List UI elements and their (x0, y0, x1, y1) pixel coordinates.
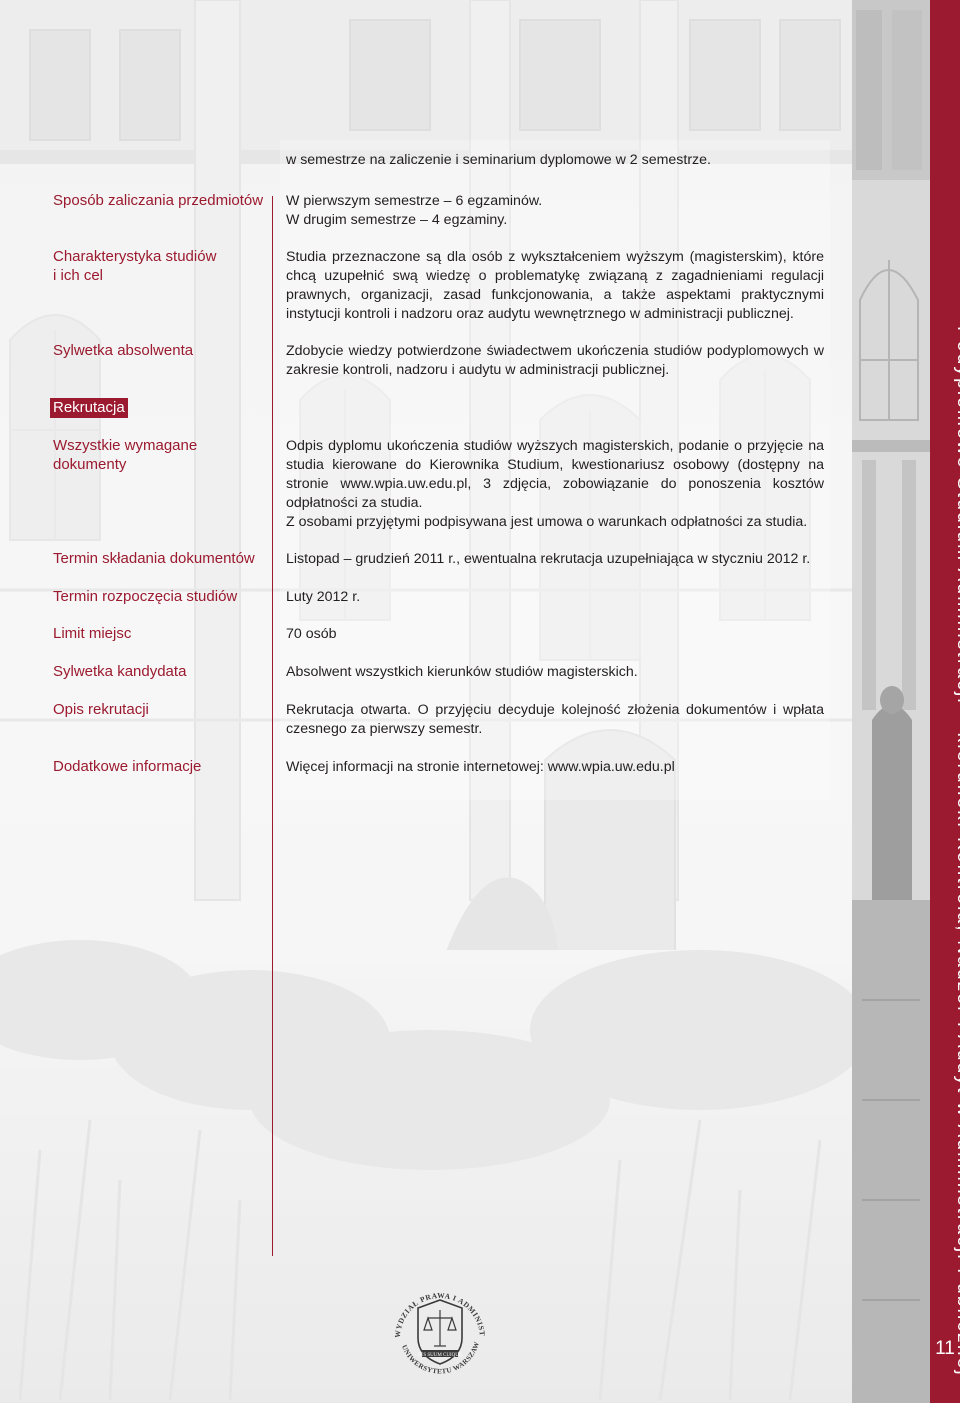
svg-text:WYDZIAŁ PRAWA I ADMINISTRACJI: WYDZIAŁ PRAWA I ADMINIST (392, 1290, 488, 1339)
label-sposob: Sposób zaliczania przedmiotów (53, 192, 264, 209)
label-wymagane-dokumenty: Wszystkie wymagane (53, 437, 198, 454)
label-opis-rekrutacji: Opis rekrutacji (53, 701, 149, 718)
vertical-title-text: Podyplomowe Studium Administracji – kierunek: Kontrola, Nadzór i Audyt w Administracji Publicznej (953, 326, 974, 1377)
seal-motto: IUS SUUM CUIQUE (418, 1352, 462, 1358)
label-sylwetka-absolwenta: Sylwetka absolwenta (53, 342, 194, 359)
text-dokumenty-1: Odpis dyplomu ukończenia studiów wyższych magisterskich, podanie o przyjęcie na studia kierowane do Kierownika Studium, kwestionariusz osobowy (dostępny na stronie www.wpia.uw.edu.pl, 3 zdjęcia, zobowiązanie do ponoszenia kosztów odpłatności za studia. (286, 438, 824, 511)
text-sposob (286, 192, 824, 230)
text-dokumenty-2: Z osobami przyjętymi podpisywana jest umowa o warunkach odpłatności za studia. (286, 514, 808, 530)
faculty-seal-logo (388, 1268, 492, 1392)
text-limit: 70 osób (286, 626, 337, 642)
text-sylwetka: Zdobycie wiedzy potwierdzone świadectwem ukończenia studiów podyplomowych w zakresie kontroli, nadzoru i audytu w administracji publicznej. (286, 343, 824, 378)
text-opis: Rekrutacja otwarta. O przyjęciu decyduje kolejność złożenia dokumentów i wpłata czesnego za pierwszy semestr. (286, 702, 824, 737)
label-dodatkowe-informacje: Dodatkowe informacje (53, 758, 202, 775)
text-kandydat: Absolwent wszystkich kierunków studiów magisterskich. (286, 664, 638, 680)
label-termin-skladania: Termin składania dokumentów (53, 550, 255, 567)
text-sposob-2: W drugim semestrze – 4 egzaminy. (286, 212, 508, 228)
divider-line (272, 196, 273, 1256)
vertical-title (948, 326, 978, 1377)
svg-text:UNIWERSYTETU WARSZAWSKIEGO: UNIWERSYTETU WARSZAW (400, 1340, 482, 1376)
text-intro-line: w semestrze na zaliczenie i seminarium dyplomowe w 2 semestrze. (286, 152, 711, 168)
text-dokumenty (286, 437, 824, 532)
text-sposob-1: W pierwszym semestrze – 6 egzaminów. (286, 193, 543, 209)
text-charakterystyka: Studia przeznaczone są dla osób z wykształceniem wyższym (magisterskim), które chcą uzupełnić swą wiedzę o problematykę związaną z zagadnieniami regulacji prawnych, organizacji, zasad funkcjonowania, a także aspektami praktycznymi instytucji kontroli i nadzoru oraz audytu wewnętrznego w administracji publicznej. (286, 249, 824, 322)
label-sylwetka-kandydata: Sylwetka kandydata (53, 663, 187, 680)
label-termin-rozpoczecia: Termin rozpoczęcia studiów (53, 588, 238, 605)
label-limit-miejsc: Limit miejsc (53, 625, 132, 642)
label-charakterystyka: Charakterystyka studiów (53, 248, 217, 265)
right-sidebar (852, 0, 960, 1403)
text-termin-rozpoczecia: Luty 2012 r. (286, 589, 361, 605)
text-termin-skladania: Listopad – grudzień 2011 r., ewentualna rekrutacja uzupełniająca w styczniu 2012 r. (286, 551, 811, 567)
text-dodatkowe: Więcej informacji na stronie internetowej: www.wpia.uw.edu.pl (286, 759, 675, 775)
page-number: 11 (935, 1338, 955, 1359)
text-intro (286, 151, 824, 170)
sidebar-photo-strip (852, 0, 930, 1403)
label-wymagane-dokumenty-cont: dokumenty (53, 456, 127, 473)
label-rekrutacja: Rekrutacja (50, 398, 128, 418)
label-charakterystyka-cont: i ich cel (53, 267, 104, 284)
